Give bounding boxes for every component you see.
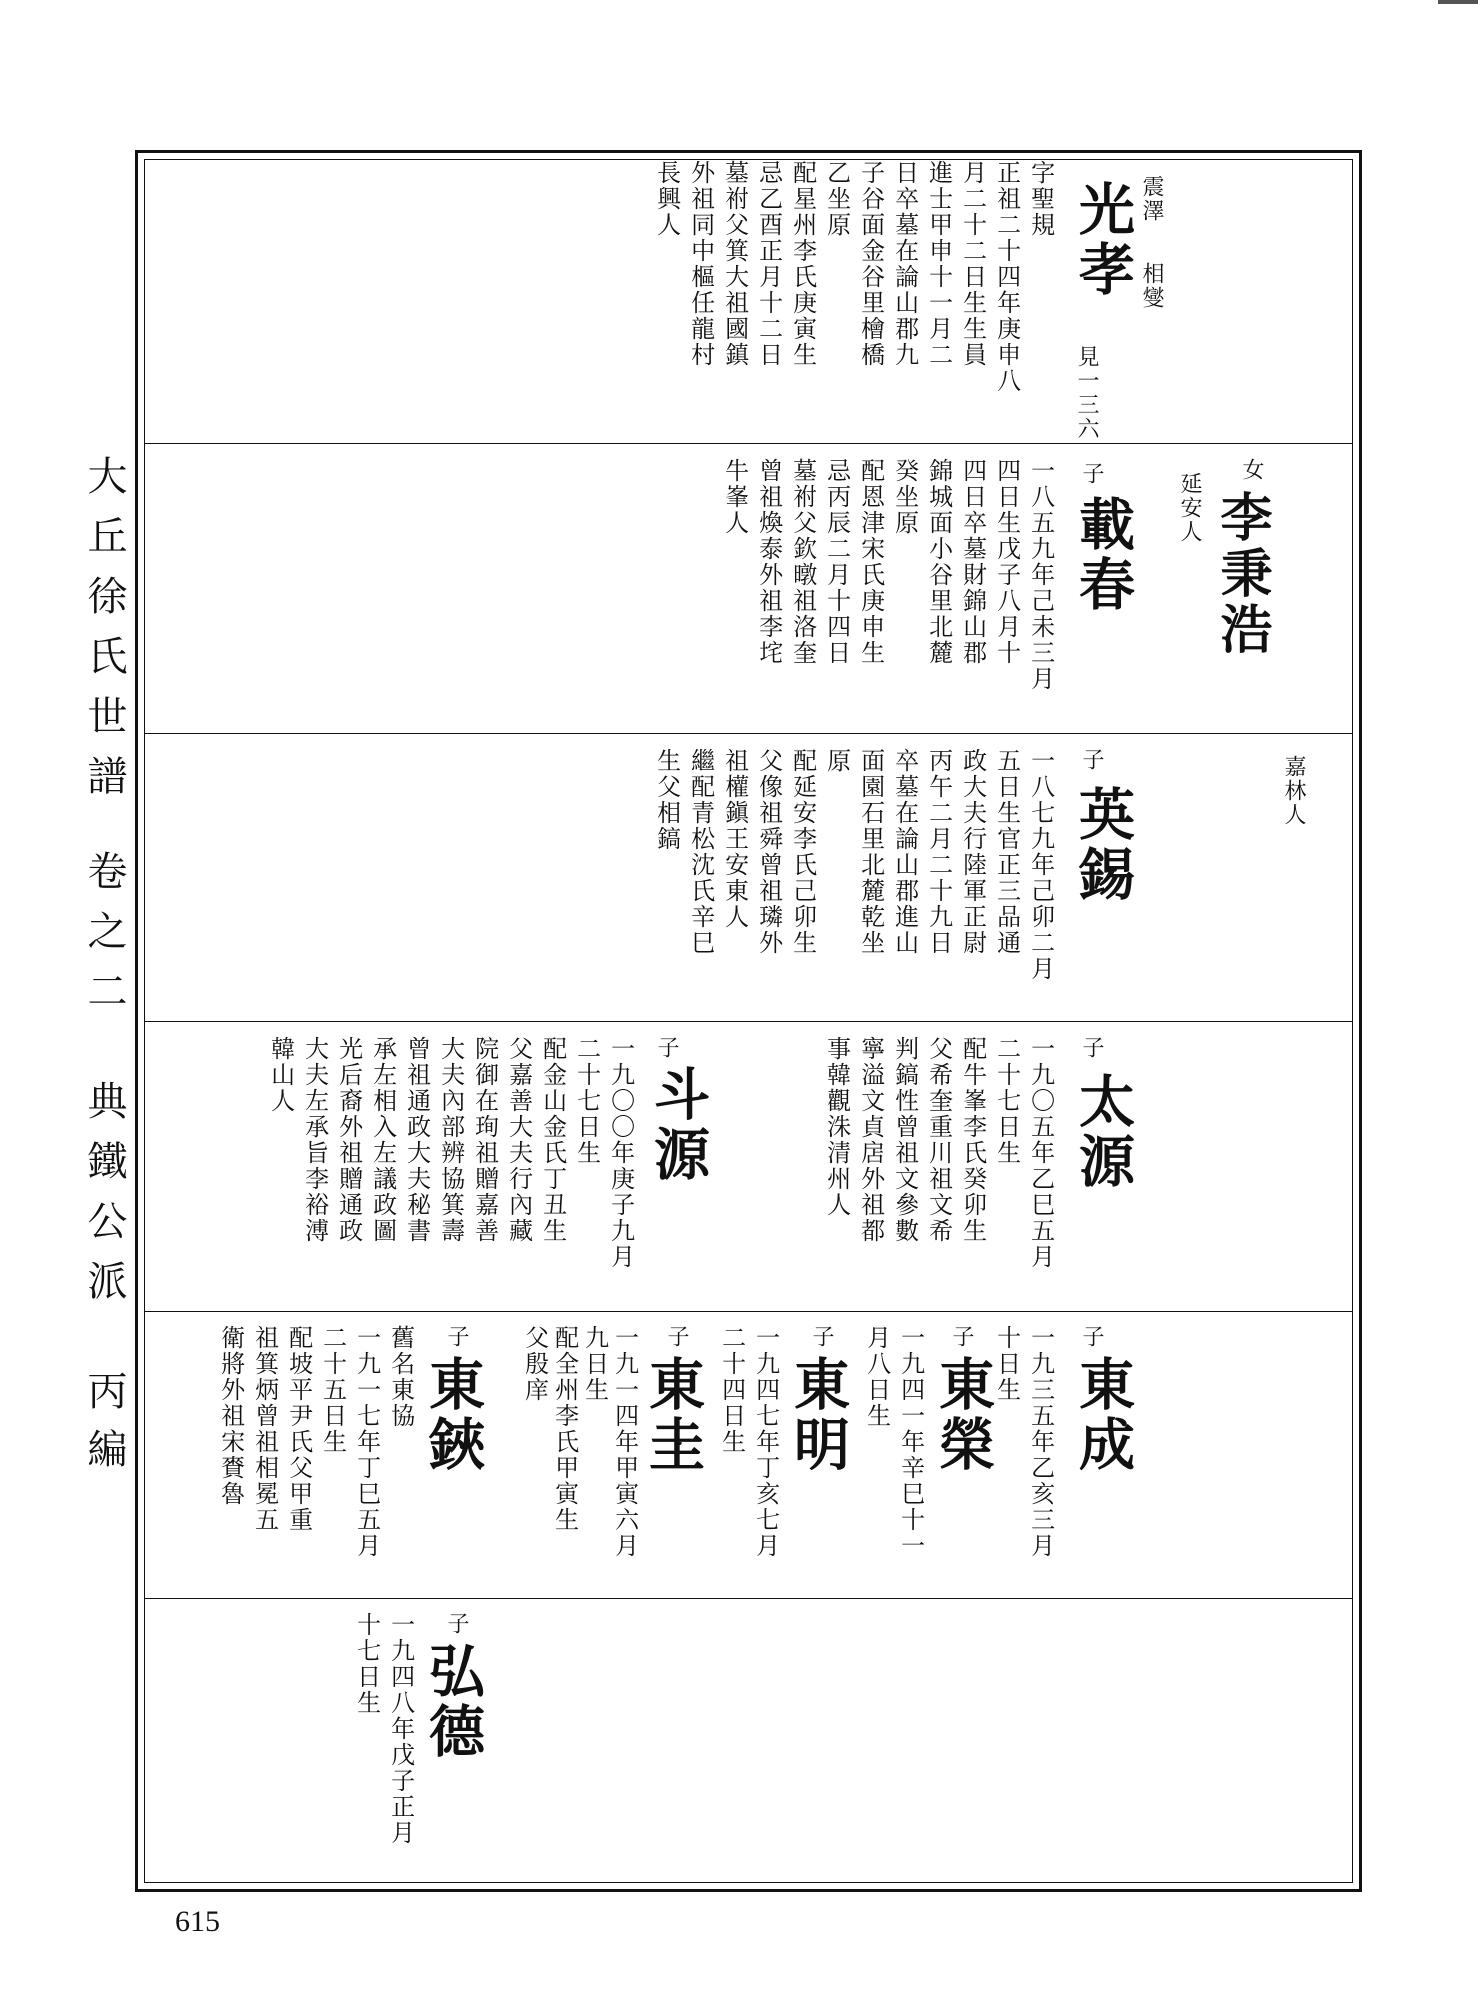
detail-line: 韓山人: [266, 1036, 295, 1114]
detail-line: 一九三五年乙亥三月: [1026, 1325, 1055, 1559]
detail-line: 配全州李氏甲寅生: [550, 1325, 579, 1533]
detail-line: 大夫內部辨協箕壽: [436, 1036, 465, 1244]
detail-line: 二十五日生: [318, 1325, 347, 1455]
person-details: [630, 160, 1060, 460]
detail-line: 父嘉善大夫行內藏: [504, 1036, 533, 1244]
origin-note: 嘉林人: [1281, 755, 1306, 827]
detail-line: 牛峯人: [720, 458, 749, 536]
detail-line: 進士甲申十一月二: [924, 160, 953, 368]
detail-line: 月八日生: [862, 1325, 891, 1429]
relation-mark: 子: [949, 1325, 974, 1347]
detail-line: 承左相入左議政圖: [368, 1036, 397, 1244]
detail-line: 錦城面小谷里北麓: [924, 458, 953, 666]
detail-line: 配牛峯李氏癸卯生: [958, 1036, 987, 1244]
daughter-origin: 延安人: [1177, 472, 1202, 544]
detail-line: 衛將外祖宋賚魯: [216, 1325, 245, 1507]
detail-line: 卒墓在論山郡進山: [890, 748, 919, 956]
detail-line: 一九〇五年乙巳五月: [1026, 1036, 1055, 1270]
detail-line: 大夫左承旨李裕溥: [300, 1036, 329, 1244]
detail-line: 乙坐原: [822, 160, 851, 238]
detail-line: 正祖二十四年庚申八: [992, 160, 1021, 394]
detail-line: 四日生戊子八月十: [992, 458, 1021, 666]
detail-line: 舊名東協: [386, 1325, 415, 1429]
detail-line: 曾祖通政大夫秘書: [402, 1036, 431, 1244]
detail-line: 光后裔外祖贈通政: [334, 1036, 363, 1244]
detail-line: 祖權鎭王安東人: [720, 748, 749, 930]
detail-line: 二十四日生: [717, 1325, 746, 1455]
person-name: 載春: [1070, 495, 1136, 615]
detail-line: 原: [822, 748, 851, 774]
divider: [144, 1021, 1353, 1022]
detail-line: 曾祖煥泰外祖李垞: [754, 458, 783, 666]
detail-line: 配延安李氏己卯生: [788, 748, 817, 956]
detail-line: 十日生: [992, 1325, 1021, 1403]
corner-mark: [1438, 0, 1478, 4]
detail-line: 繼配青松沈氏辛巳: [686, 748, 715, 956]
detail-line: 丙午二月二十九日: [924, 748, 953, 956]
person-name: 斗源: [645, 1065, 711, 1185]
divider: [144, 733, 1353, 734]
relation-mark: 子: [444, 1612, 469, 1634]
detail-line: 二十七日生: [992, 1036, 1021, 1166]
divider: [144, 1311, 1353, 1312]
relation-mark: 子: [1079, 1325, 1104, 1347]
detail-line: 忌丙辰二月十四日: [822, 458, 851, 666]
relation-mark: 子: [664, 1325, 689, 1347]
detail-line: 一八五九年己未三月: [1026, 458, 1055, 692]
detail-line: 判鎬性曾祖文參數: [890, 1036, 919, 1244]
detail-line: 配恩津宋氏庚申生: [856, 458, 885, 666]
detail-line: 配坡平尹氏父甲重: [284, 1325, 313, 1533]
detail-line: 日卒墓在論山郡九: [890, 160, 919, 368]
detail-line: 五日生官正三品通: [992, 748, 1021, 956]
person-name: 東圭: [640, 1355, 706, 1475]
detail-line: 配星州李氏庚寅生: [788, 160, 817, 368]
daughter-name: 李秉浩: [1211, 490, 1272, 658]
detail-line: 面園石里北麓乾坐: [856, 748, 885, 956]
detail-line: 政大夫行陸軍正尉: [958, 748, 987, 956]
detail-line: 一九一七年丁巳五月: [352, 1325, 381, 1559]
person-name: 太源: [1070, 1072, 1136, 1192]
relation-label: 相燮: [1139, 262, 1164, 310]
detail-line: 忌乙酉正月十二日: [754, 160, 783, 368]
detail-line: 九日生: [580, 1325, 609, 1403]
detail-line: 父像祖舜曾祖璘外: [754, 748, 783, 956]
relation-mark: 子: [1079, 462, 1104, 484]
detail-line: 祖箕炳曾祖相冕五: [250, 1325, 279, 1533]
detail-line: 癸坐原: [890, 458, 919, 536]
divider: [144, 1598, 1353, 1599]
detail-line: 一九一四年甲寅六月: [610, 1325, 639, 1559]
detail-line: 一九四八年戊子正月: [386, 1612, 415, 1846]
side-title-1: 大丘徐氏世譜: [81, 455, 127, 815]
relation-mark: 女: [1239, 458, 1264, 480]
person-name: 東鋏: [420, 1355, 486, 1475]
person-name: 弘德: [420, 1642, 486, 1762]
relation-mark: 子: [1079, 748, 1104, 770]
relation-mark: 子: [654, 1036, 679, 1058]
detail-line: 一九四一年辛巳十一: [896, 1325, 925, 1559]
reference-label: 見一三六: [1074, 345, 1099, 441]
person-name: 東明: [785, 1355, 851, 1475]
detail-line: 院御在珣祖贈嘉善: [470, 1036, 499, 1244]
detail-line: 父希奎重川祖文希: [924, 1036, 953, 1244]
detail-line: 四日卒墓財錦山郡: [958, 458, 987, 666]
relation-mark: 子: [444, 1325, 469, 1347]
detail-line: 生父相鎬: [652, 748, 681, 852]
detail-line: 父殷庠: [520, 1325, 549, 1403]
detail-line: 二十七日生: [572, 1036, 601, 1166]
detail-line: 字聖規: [1026, 160, 1055, 238]
detail-line: 十七日生: [352, 1612, 381, 1716]
detail-line: 寧溢文貞扂外祖都: [856, 1036, 885, 1244]
detail-line: 配金山金氏丁丑生: [538, 1036, 567, 1244]
detail-line: 子谷面金谷里檜橋: [856, 160, 885, 368]
side-title-3: 典鐵公派: [81, 1080, 127, 1320]
side-title-4: 丙編: [81, 1370, 127, 1486]
person-name: 光孝: [1070, 180, 1136, 300]
detail-line: 墓祔父箕大祖國鎮: [720, 160, 749, 368]
person-name: 東榮: [930, 1355, 996, 1475]
person-name: 英錫: [1070, 785, 1136, 905]
detail-line: 一九四七年丁亥七月: [751, 1325, 780, 1559]
origin-label: 震澤: [1139, 175, 1164, 223]
page-number: 615: [175, 1905, 220, 1938]
relation-mark: 子: [1079, 1036, 1104, 1058]
relation-mark: 子: [809, 1325, 834, 1347]
side-title-2: 卷之二: [81, 850, 127, 1030]
detail-line: 月二十二日生生員: [958, 160, 987, 368]
detail-line: 一九〇〇年庚子九月: [606, 1036, 635, 1270]
person-name: 東成: [1070, 1355, 1136, 1475]
detail-line: 長興人: [652, 160, 681, 238]
detail-line: 事韓觀洙清州人: [822, 1036, 851, 1218]
detail-line: 一八七九年己卯二月: [1026, 748, 1055, 982]
detail-line: 墓祔父欽暾祖洛奎: [788, 458, 817, 666]
detail-line: 外祖同中樞任龍村: [686, 160, 715, 368]
